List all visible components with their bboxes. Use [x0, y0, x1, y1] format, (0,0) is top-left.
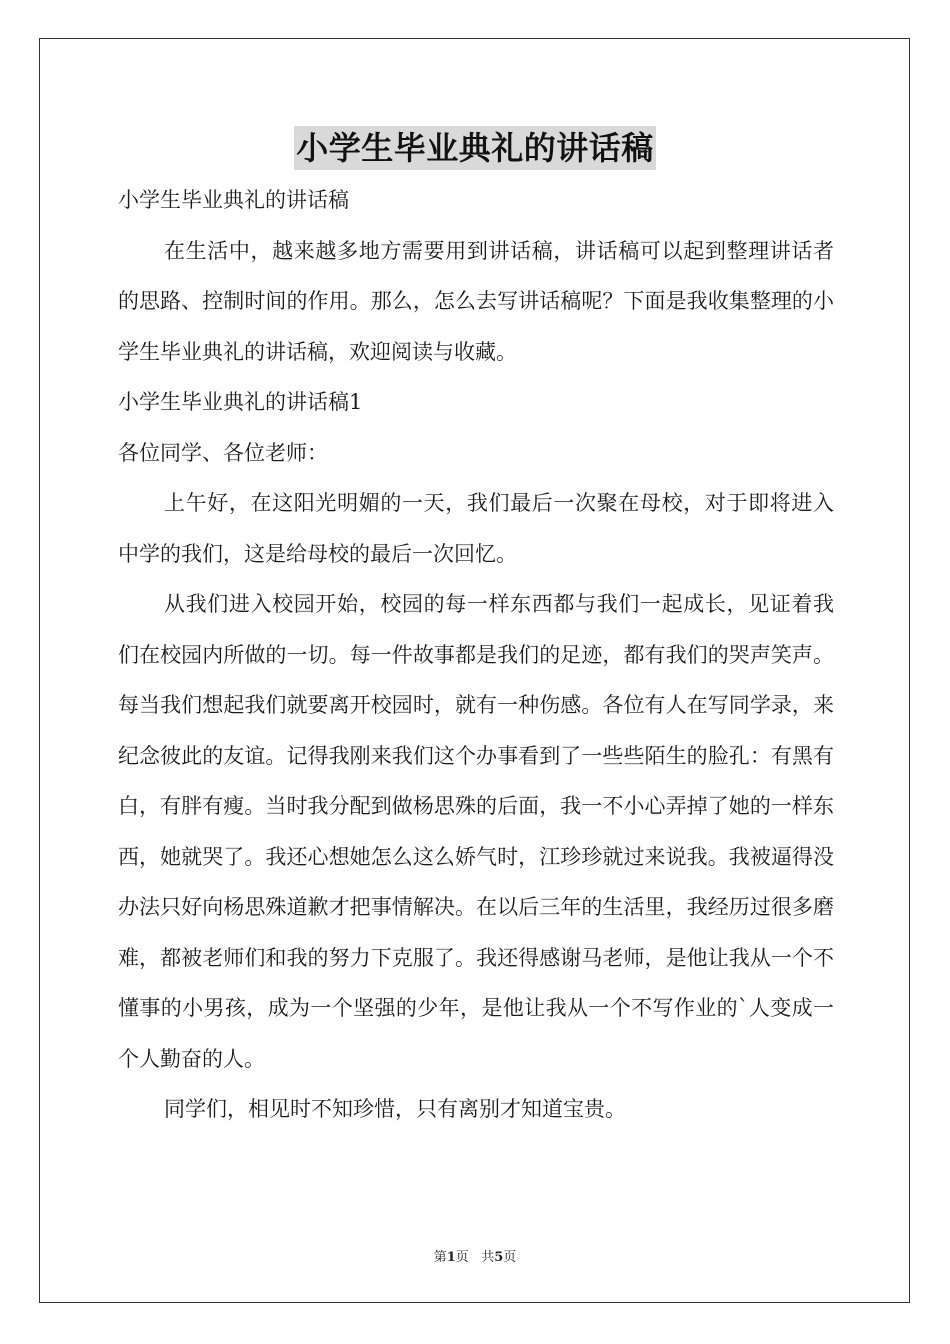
page-current: 1: [446, 1250, 456, 1265]
body-paragraph: 从我们进入校园开始，校园的每一样东西都与我们一起成长，见证着我们在校园内所做的一切。每一件故事都是我们的足迹，都有我们的哭声笑声。每当我们想起我们就要离开校园时，就有一种伤感。各位有人在写同学录，来纪念彼此的友谊。记得我刚来我们这个办事看到了一些些陌生的脸孔：有黑有白，有胖有瘦。当时我分配到做杨思殊的后面，我一不小心弄掉了她的一样东西，她就哭了。我还心想她怎么这么娇气时，江珍珍就过来说我。我被逼得没办法只好向杨思殊道歉才把事情解决。在以后三年的生活里，我经历过很多磨难，都被老师们和我的努力下克服了。我还得感谢马老师，是他让我从一个不懂事的小男孩，成为一个坚强的少年，是他让我从一个不写作业的`人变成一个人勤奋的人。: [118, 592, 834, 1071]
document-subtitle: 小学生毕业典礼的讲话稿: [118, 188, 349, 212]
section-heading: 小学生毕业典礼的讲话稿1: [118, 390, 363, 414]
salutation: 各位同学、各位老师：: [118, 440, 328, 465]
document-body: [118, 175, 834, 1135]
page-footer: [0, 1246, 950, 1265]
total-suffix: 页: [503, 1250, 517, 1265]
page-total: 5: [494, 1250, 504, 1265]
body-paragraph: 上午好，在这阳光明媚的一天，我们最后一次聚在母校，对于即将进入中学的我们，这是给母校的最后一次回忆。: [118, 491, 834, 566]
total-prefix: 共: [481, 1250, 495, 1265]
page-suffix: 页: [455, 1250, 469, 1265]
title-container: [0, 126, 950, 170]
page-prefix: 第: [433, 1250, 447, 1265]
intro-paragraph: 在生活中，越来越多地方需要用到讲话稿，讲话稿可以起到整理讲话者的思路、控制时间的作用。那么，怎么去写讲话稿呢？下面是我收集整理的小学生毕业典礼的讲话稿，欢迎阅读与收藏。: [118, 238, 834, 364]
document-title: 小学生毕业典礼的讲话稿: [294, 126, 656, 170]
body-paragraph: 同学们，相见时不知珍惜，只有离别才知道宝贵。: [164, 1097, 626, 1121]
